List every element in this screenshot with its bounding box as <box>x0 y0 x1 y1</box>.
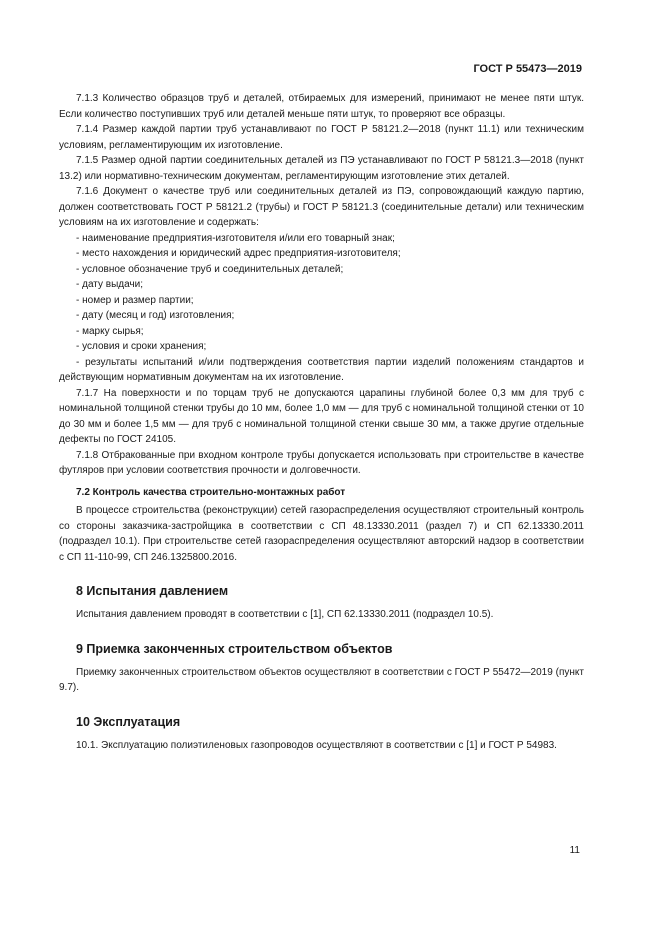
list-item: - условное обозначение труб и соединительных деталей; <box>76 263 344 275</box>
list-item: - место нахождения и юридический адрес предприятия-изготовителя; <box>76 248 401 259</box>
list-item: - наименование предприятия-изготовителя и/или его товарный знак; <box>76 232 395 244</box>
list-item: - марку сырья; <box>76 325 144 337</box>
paragraph-7-1-8: 7.1.8 Отбракованные при входном контроле трубы допускается использовать при строительстве в качестве футляров при условии соответствия прочности и долговечности. <box>59 449 584 476</box>
list-item: - номер и размер партии; <box>76 294 194 306</box>
subsection-7-2-text: В процессе строительства (реконструкции) сетей газораспределения осуществляют строительный контроль со стороны заказчика-застройщика в соответствии с СП 48.13330.2011 (раздел 7) и СП 62.13330.2011 (подраздел 10.1). При строительстве сетей газораспределения осуществляют авторский надзор в соответствии с СП 11-110-99, СП 246.1325800.2016. <box>59 505 584 563</box>
section-9-text: Приемку законченных строительством объектов осуществляют в соответствии с ГОСТ Р 55472—2019 (пункт 9.7). <box>59 666 584 693</box>
section-10-text: 10.1. Эксплуатацию полиэтиленовых газопроводов осуществляют в соответствии с [1] и ГОСТ Р 54983. <box>76 739 557 751</box>
paragraph-7-1-5: 7.1.5 Размер одной партии соединительных деталей из ПЭ устанавливают по ГОСТ Р 58121.3—2018 (пункт 13.2) или нормативно-техническим документам, регламентирующим изготовление этих деталей. <box>59 155 584 182</box>
document-header: ГОСТ Р 55473—2019 <box>473 63 582 75</box>
list-item: - результаты испытаний и/или подтверждения соответствия партии изделий положениям стандартов и действующим нормативным документам на их изготовление. <box>59 356 584 383</box>
page-number: 11 <box>569 845 580 856</box>
section-8-text: Испытания давлением проводят в соответствии с [1], СП 62.13330.2011 (подраздел 10.5). <box>76 609 494 620</box>
paragraph-7-1-4: 7.1.4 Размер каждой партии труб устанавливают по ГОСТ Р 58121.2—2018 (пункт 11.1) или техническим условиям, регламентирующим их изготовление. <box>59 124 584 151</box>
list-item: - дату выдачи; <box>76 279 144 290</box>
section-9-title: 9 Приемка законченных строительством объектов <box>76 641 393 656</box>
list-item: - дату (месяц и год) изготовления; <box>76 310 235 321</box>
paragraph-7-1-6: 7.1.6 Документ о качестве труб или соединительных деталей из ПЭ, сопровождающий каждую партию, должен соответствовать ГОСТ Р 58121.2 (трубы) и ГОСТ Р 58121.3 (соединительные детали) или техническим условиям на их изготовление и содержать: <box>59 186 584 228</box>
section-8-title: 8 Испытания давлением <box>76 584 229 598</box>
document-body <box>59 91 584 753</box>
paragraph-7-1-7: 7.1.7 На поверхности и по торцам труб не допускаются царапины глубиной более 0,3 мм для труб с номинальной толщиной стенки трубы до 10 мм, более 1,0 мм — для труб с номинальной толщиной стенки от 10 до 30 мм и более 1,5 мм — для труб с номинальной толщиной стенки свыше 30 мм, а также другие отдельные дефекты по ГОСТ 24105. <box>59 387 584 445</box>
list-item: - условия и сроки хранения; <box>76 341 207 352</box>
paragraph-7-1-3: 7.1.3 Количество образцов труб и деталей, отбираемых для измерений, принимают не менее пяти штук. Если количество поступивших труб или деталей меньше пяти штук, то проверяют все образцы. <box>59 93 584 120</box>
section-10-title: 10 Эксплуатация <box>76 714 181 729</box>
subsection-7-2-title: 7.2 Контроль качества строительно-монтажных работ <box>76 486 346 498</box>
